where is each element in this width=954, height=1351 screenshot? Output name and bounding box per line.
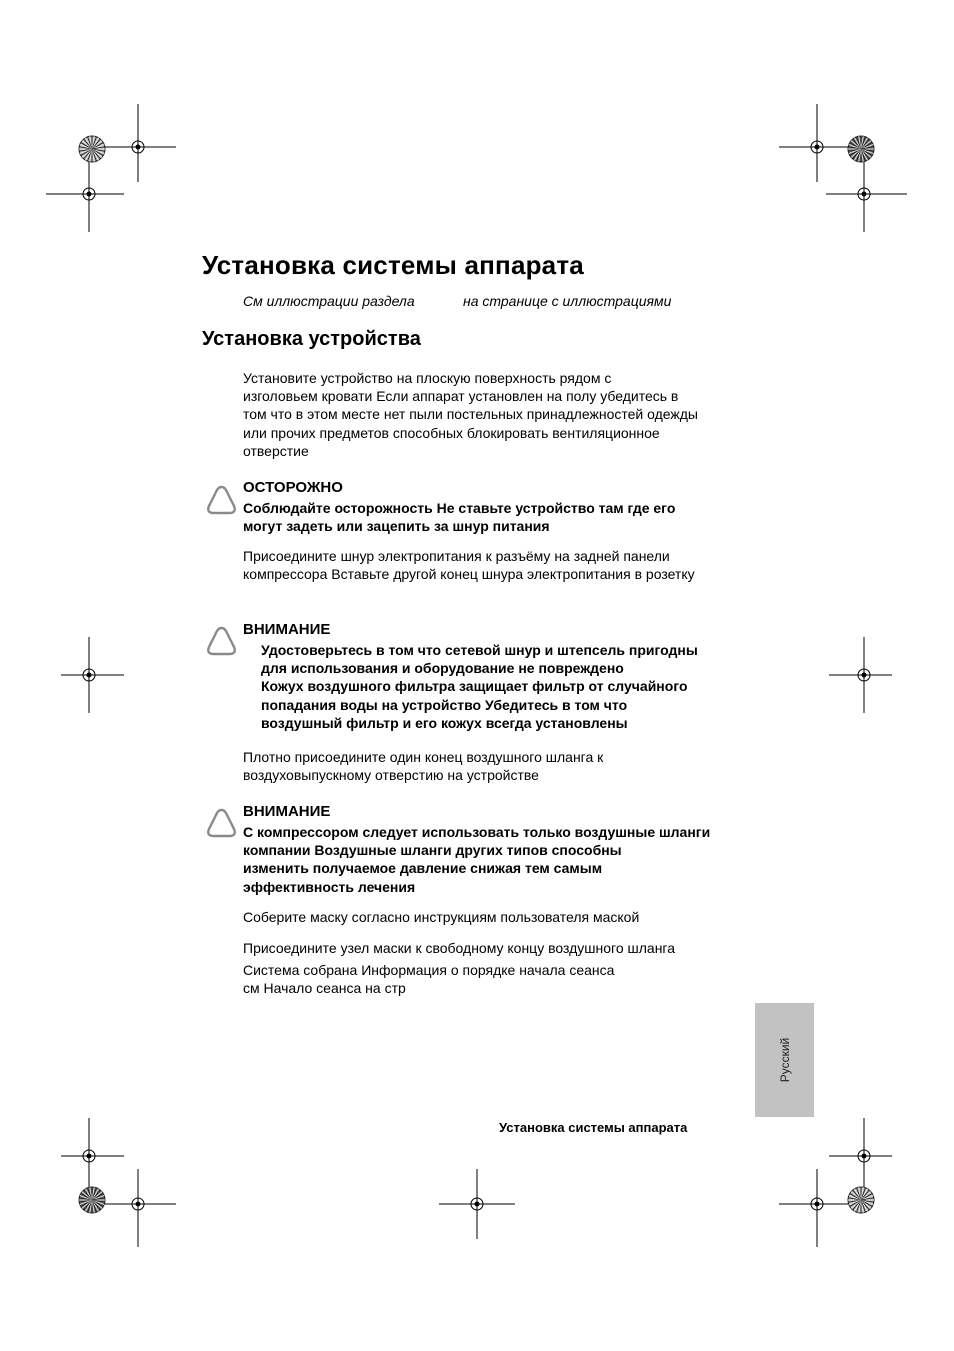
- intro-reference-part1: См иллюстрации раздела: [243, 293, 415, 309]
- text-line: или прочих предметов способных блокировать вентиляционное: [243, 424, 660, 441]
- text-line: воздуховыпускному отверстию на устройстве: [243, 767, 539, 784]
- text-line: попадания воды на устройство Убедитесь в том что: [261, 696, 628, 713]
- text-line: том что в этом месте нет пыли постельных принадлежностей одежды: [243, 406, 698, 423]
- color-registration-icon: [79, 136, 105, 162]
- warning-text: [261, 641, 698, 732]
- crosshair-mark-icon: [779, 104, 855, 182]
- text-line: Удостоверьтесь в том что сетевой шнур и штепсель пригодны: [261, 642, 698, 658]
- language-tab-label: Русский: [777, 1037, 792, 1083]
- warning-title: ВНИМАНИЕ: [243, 621, 331, 638]
- intro-reference-part2: на странице с иллюстрациями: [463, 293, 672, 309]
- paragraph-connect-mask: Присоедините узел маски к свободному концу воздушного шланга: [243, 940, 676, 956]
- caution-triangle-icon: [206, 484, 237, 516]
- warning-triangle-icon: [206, 807, 237, 839]
- crosshair-mark-icon: [826, 156, 907, 232]
- text-line: воздушный фильтр и его кожух всегда установлены: [261, 714, 628, 731]
- paragraph-air-hose: [243, 748, 603, 784]
- text-line: изголовьем кровати Если аппарат установлен на полу убедитесь в: [243, 388, 679, 405]
- text-line: изменить получаемое давление снижая тем самым: [243, 860, 603, 877]
- color-registration-icon: [79, 1187, 105, 1213]
- text-line: С компрессором следует использовать только воздушные шланги: [243, 824, 711, 840]
- text-line: отверстие: [243, 442, 309, 459]
- text-line: компрессора Вставьте другой конец шнура электропитания в розетку: [243, 566, 695, 583]
- caution-title: ОСТОРОЖНО: [243, 479, 343, 496]
- text-line: Установите устройство на плоскую поверхность рядом с: [243, 370, 612, 386]
- paragraph-install-device: [243, 369, 698, 460]
- crosshair-mark-icon: [439, 1169, 515, 1239]
- crosshair-mark-icon: [46, 156, 124, 232]
- warning-title: ВНИМАНИЕ: [243, 803, 331, 820]
- paragraph-power-cord: [243, 547, 695, 583]
- warning-text: [243, 823, 710, 896]
- crosshair-mark-icon: [829, 1118, 892, 1194]
- language-tab: [755, 1003, 814, 1117]
- text-line: эффективность лечения: [243, 878, 416, 895]
- text-line: Кожух воздушного фильтра защищает фильтр от случайного: [261, 678, 688, 695]
- text-line: см Начало сеанса на стр: [243, 980, 406, 997]
- warning-triangle-icon: [206, 625, 237, 657]
- crosshair-mark-icon: [779, 1169, 855, 1247]
- text-line: Присоедините шнур электропитания к разъёму на задней панели: [243, 548, 670, 564]
- caution-text: [243, 499, 675, 535]
- text-line: Система собрана Информация о порядке начала сеанса: [243, 962, 615, 978]
- color-registration-icon: [848, 136, 874, 162]
- paragraph-assemble-mask: Соберите маску согласно инструкциям пользователя маской: [243, 909, 640, 925]
- text-line: Соблюдайте осторожность Не ставьте устройство там где его: [243, 500, 676, 516]
- crosshair-mark-icon: [100, 1169, 176, 1247]
- section-title: Установка устройства: [202, 328, 421, 350]
- crosshair-mark-icon: [61, 1118, 124, 1194]
- crosshair-mark-icon: [829, 637, 892, 713]
- crosshair-mark-icon: [100, 104, 176, 182]
- crosshair-mark-icon: [61, 637, 124, 713]
- text-line: компании Воздушные шланги других типов способны: [243, 842, 622, 859]
- text-line: Плотно присоедините один конец воздушного шланга к: [243, 749, 604, 765]
- text-line: могут задеть или зацепить за шнур питания: [243, 518, 550, 535]
- page-title: Установка системы аппарата: [202, 250, 584, 280]
- color-registration-icon: [848, 1187, 874, 1213]
- paragraph-system-assembled: [243, 961, 614, 997]
- text-line: для использования и оборудование не повреждено: [261, 660, 624, 677]
- page-footer: Установка системы аппарата: [499, 1120, 688, 1135]
